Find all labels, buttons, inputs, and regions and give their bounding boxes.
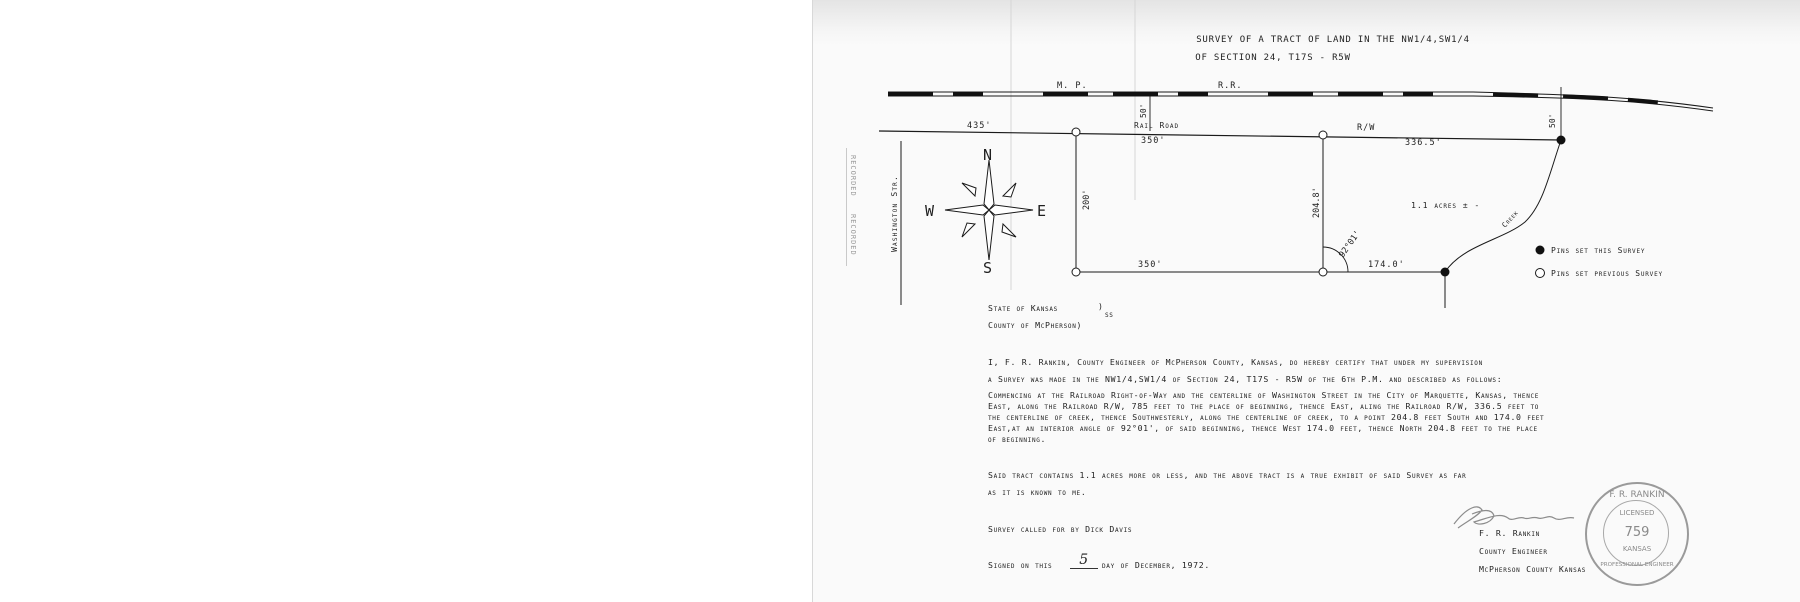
venue-county: County of McPherson) xyxy=(988,320,1083,330)
compass-north: N xyxy=(983,146,993,164)
venue-bracket: ) xyxy=(1098,301,1104,311)
dimension-south-line: 350' xyxy=(1138,260,1163,270)
margin-stamp: RECORDED xyxy=(849,155,857,197)
dimension-west-offset: 435' xyxy=(967,121,992,131)
signed-suffix: day of December, 1972. xyxy=(1102,560,1211,570)
signed-prefix: Signed on this xyxy=(988,560,1053,570)
venue-ss: ss xyxy=(1105,309,1114,319)
pin-set-this-survey xyxy=(1557,136,1566,145)
venue-state: State of Kansas xyxy=(988,303,1058,313)
acreage-label: 1.1 acres ± - xyxy=(1411,200,1481,210)
legend-pin-previous-label: Pins set previous Survey xyxy=(1551,269,1663,278)
dimension-angle: 92°01' xyxy=(1337,228,1364,260)
legend-pin-set-icon xyxy=(1536,246,1545,255)
certification-statement1: Said tract contains 1.1 acres more or less, and the above tract is a true exhibit of said Survey as far xyxy=(988,470,1467,480)
seal-state: KANSAS xyxy=(1622,545,1652,553)
legend-pin-set-label: Pins set this Survey xyxy=(1551,246,1646,255)
engineer-county: McPherson County Kansas xyxy=(1479,564,1587,574)
survey-title-line1: SURVEY OF A TRACT OF LAND IN THE NW1/4,SW1/4 xyxy=(1196,35,1470,45)
margin-stamp: RECORDED xyxy=(849,214,857,256)
dimension-row-width-2: 50' xyxy=(1548,113,1557,128)
dimension-south-east: 174.0' xyxy=(1368,260,1405,270)
seal-number: 759 xyxy=(1624,525,1650,540)
dimension-north-east: 336.5' xyxy=(1405,138,1442,148)
seal-licensed: LICENSED xyxy=(1619,509,1655,517)
right-of-way-line xyxy=(879,131,1561,140)
certification-intro: I, F. R. Rankin, County Engineer of McPherson County, Kansas, do hereby certify that under my supervision xyxy=(988,357,1483,367)
dimension-middle-side: 204.8' xyxy=(1312,187,1322,218)
rail-road-label: Rail Road xyxy=(1134,121,1180,130)
pin-previous-survey xyxy=(1072,128,1080,136)
dimension-row-width-1: 50' xyxy=(1139,103,1148,118)
compass-east: E xyxy=(1037,202,1047,220)
compass-rose xyxy=(945,160,1033,260)
seal-profession: PROFESSIONAL ENGINEER xyxy=(1600,562,1674,568)
creek-label: Creek xyxy=(1500,208,1521,230)
legal-description: Commencing at the Railroad Right-of-Way and the centerline of Washington Street in the City of Marquette, Kansas, thence East, along the Railroad R/W, 785 feet to the place of beginning, thence East, aling the Railroad R/W, 336.5 feet to the centerline of creek, thence Southwesterly, along the centerline of creek, to a point 204.8 feet South and 174.0 feet East,at an interior angle of 92°01', of said beginning, thence West 174.0 feet, thence North 204.8 feet to the place of beginning. xyxy=(988,390,1545,444)
railroad-label-rr: R.R. xyxy=(1218,81,1243,91)
seal-name: F. R. RANKIN xyxy=(1609,490,1665,500)
pin-previous-survey xyxy=(1319,268,1327,276)
pin-previous-survey xyxy=(1319,131,1327,139)
survey-called-for: Survey called for by Dick Davis xyxy=(988,524,1133,534)
railroad-label-mp: M. P. xyxy=(1057,81,1088,91)
professional-engineer-seal xyxy=(1585,482,1689,586)
rw-label: R/W xyxy=(1357,123,1376,133)
washington-street-label: Washington Str. xyxy=(890,174,899,252)
survey-document xyxy=(812,0,1800,602)
engineer-title: County Engineer xyxy=(1479,546,1548,556)
legend-pin-previous-icon xyxy=(1536,269,1545,278)
compass-west: W xyxy=(925,202,935,220)
certification-line2: a Survey was made in the NW1/4,SW1/4 of Section 24, T17S - R5W of the 6th P.M. and described as follows: xyxy=(988,374,1503,384)
dimension-north-line: 350' xyxy=(1141,136,1166,146)
signed-day: 5 xyxy=(1070,552,1098,569)
pin-previous-survey xyxy=(1072,268,1080,276)
engineer-name: F. R. Rankin xyxy=(1479,528,1540,538)
survey-title-line2: OF SECTION 24, T17S - R5W xyxy=(1195,53,1351,63)
certification-statement2: as it is known to me. xyxy=(988,487,1087,497)
dimension-west-side: 200' xyxy=(1082,189,1092,210)
compass-south: S xyxy=(983,259,993,277)
pin-set-this-survey xyxy=(1441,268,1450,277)
